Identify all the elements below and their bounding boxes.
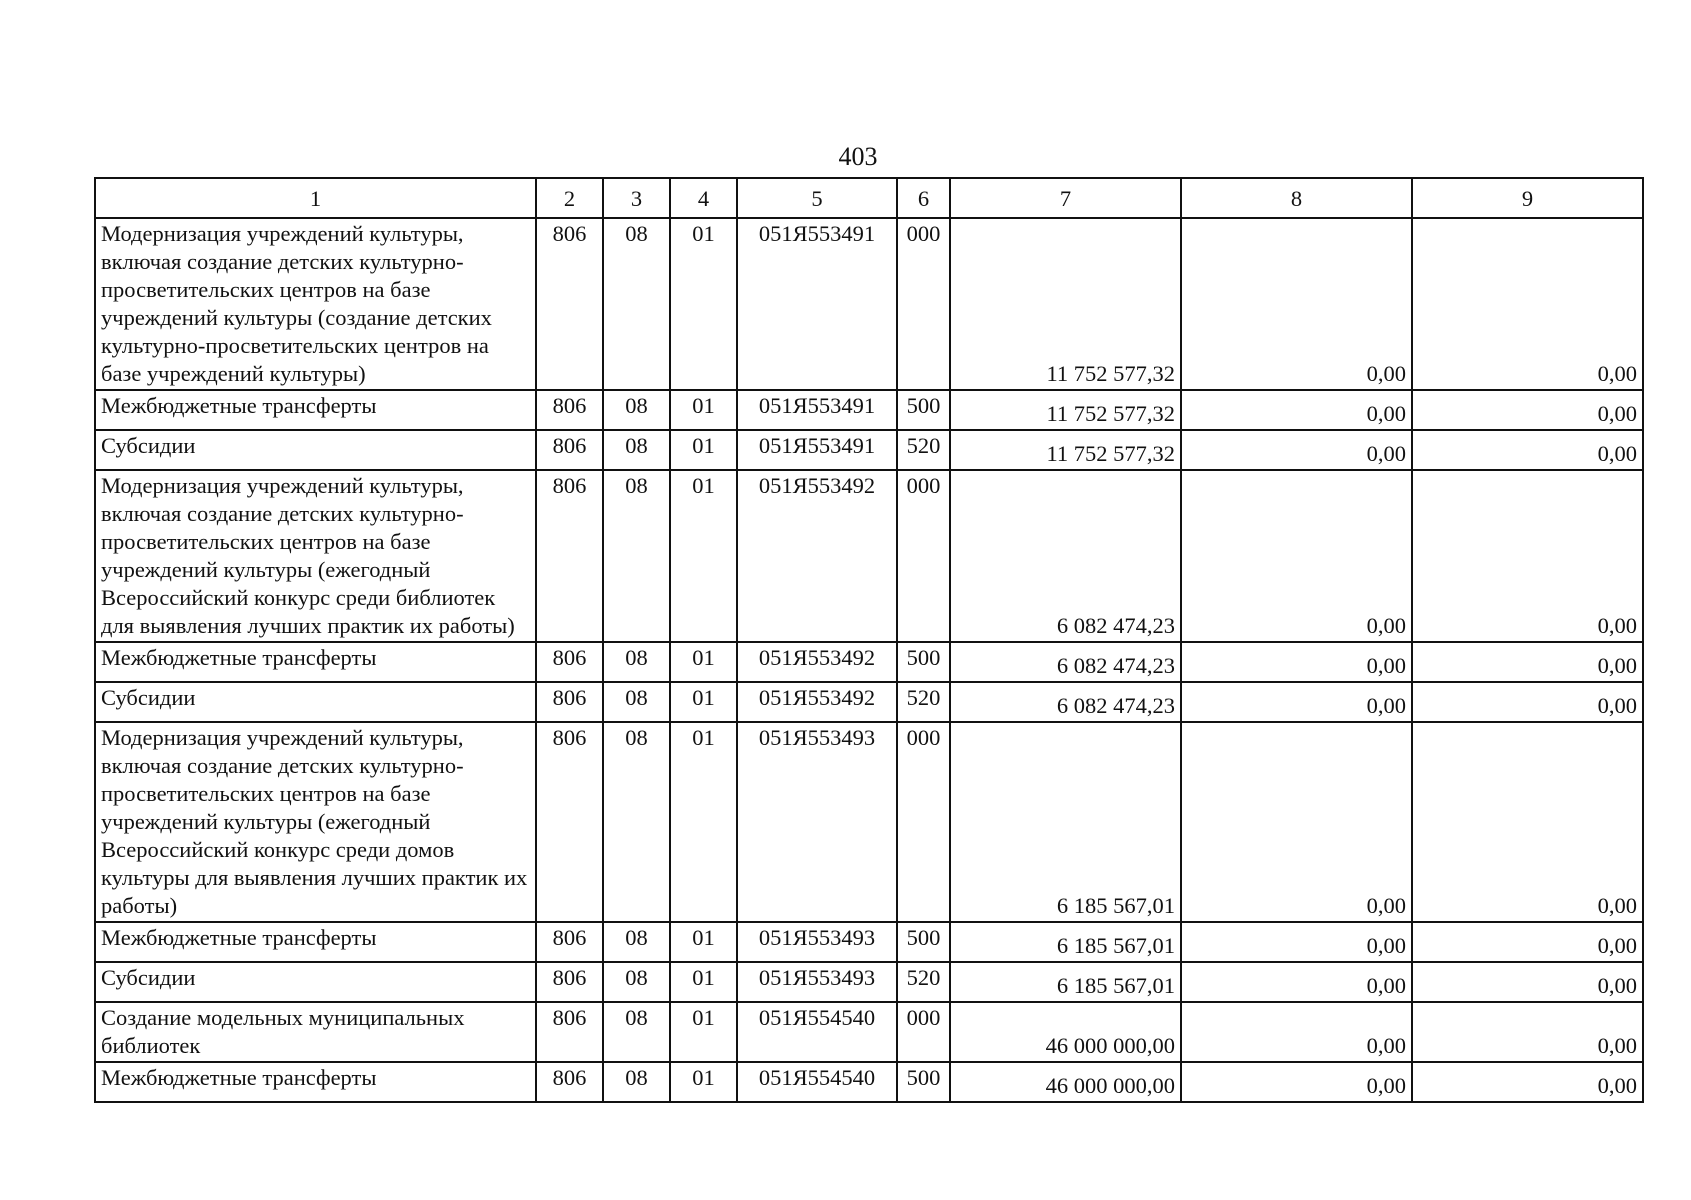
column-header-7: 7: [950, 178, 1181, 218]
table-row: [95, 430, 1643, 470]
row-amount-7: 46 000 000,00: [950, 1062, 1181, 1102]
row-code-6: 000: [897, 218, 950, 390]
row-code-2: 806: [536, 642, 603, 682]
row-amount-8: 0,00: [1181, 1002, 1412, 1062]
row-name: Субсидии: [95, 682, 536, 722]
row-code-5: 051Я553493: [737, 922, 897, 962]
row-code-4: 01: [670, 470, 737, 642]
row-amount-7: 6 185 567,01: [950, 922, 1181, 962]
row-code-4: 01: [670, 1062, 737, 1102]
row-code-2: 806: [536, 1062, 603, 1102]
table-row: [95, 682, 1643, 722]
row-amount-7: 46 000 000,00: [950, 1002, 1181, 1062]
row-amount-7: 6 082 474,23: [950, 682, 1181, 722]
row-amount-7: 11 752 577,32: [950, 430, 1181, 470]
row-amount-8: 0,00: [1181, 470, 1412, 642]
row-code-2: 806: [536, 962, 603, 1002]
row-amount-9: 0,00: [1412, 390, 1643, 430]
table-row: [95, 642, 1643, 682]
table-row: [95, 722, 1643, 922]
row-name: Модернизация учреждений культуры, включая создание детских культурно-просветительских центров на базе учреждений культуры (создание детских культурно-просветительских центров на базе учреждений культуры): [95, 218, 536, 390]
row-amount-9: 0,00: [1412, 1002, 1643, 1062]
row-code-5: 051Я553492: [737, 682, 897, 722]
row-amount-7: 6 082 474,23: [950, 470, 1181, 642]
row-amount-7: 11 752 577,32: [950, 390, 1181, 430]
row-name: Межбюджетные трансферты: [95, 390, 536, 430]
column-header-1: 1: [95, 178, 536, 218]
table-row: [95, 1002, 1643, 1062]
table-row: [95, 390, 1643, 430]
column-header-5: 5: [737, 178, 897, 218]
row-code-3: 08: [603, 1002, 670, 1062]
row-code-3: 08: [603, 470, 670, 642]
row-name: Субсидии: [95, 962, 536, 1002]
row-code-4: 01: [670, 430, 737, 470]
column-header-3: 3: [603, 178, 670, 218]
row-code-2: 806: [536, 430, 603, 470]
row-amount-7: 6 082 474,23: [950, 642, 1181, 682]
row-amount-8: 0,00: [1181, 682, 1412, 722]
row-code-6: 000: [897, 1002, 950, 1062]
header-row: [95, 178, 1643, 218]
row-code-2: 806: [536, 390, 603, 430]
row-amount-8: 0,00: [1181, 722, 1412, 922]
row-code-5: 051Я554540: [737, 1062, 897, 1102]
row-code-4: 01: [670, 682, 737, 722]
row-amount-8: 0,00: [1181, 430, 1412, 470]
row-amount-7: 11 752 577,32: [950, 218, 1181, 390]
row-amount-8: 0,00: [1181, 922, 1412, 962]
row-amount-8: 0,00: [1181, 962, 1412, 1002]
row-code-6: 000: [897, 470, 950, 642]
row-amount-9: 0,00: [1412, 430, 1643, 470]
row-code-3: 08: [603, 722, 670, 922]
row-code-3: 08: [603, 682, 670, 722]
column-header-9: 9: [1412, 178, 1643, 218]
row-amount-8: 0,00: [1181, 642, 1412, 682]
row-amount-8: 0,00: [1181, 390, 1412, 430]
row-code-3: 08: [603, 642, 670, 682]
row-code-3: 08: [603, 1062, 670, 1102]
row-amount-9: 0,00: [1412, 962, 1643, 1002]
row-code-2: 806: [536, 1002, 603, 1062]
table-row: [95, 922, 1643, 962]
row-code-2: 806: [536, 470, 603, 642]
row-amount-9: 0,00: [1412, 218, 1643, 390]
row-code-4: 01: [670, 390, 737, 430]
row-code-4: 01: [670, 962, 737, 1002]
row-name: Межбюджетные трансферты: [95, 922, 536, 962]
row-name: Межбюджетные трансферты: [95, 642, 536, 682]
row-code-5: 051Я553493: [737, 722, 897, 922]
row-name: Субсидии: [95, 430, 536, 470]
row-amount-9: 0,00: [1412, 922, 1643, 962]
row-code-5: 051Я553491: [737, 430, 897, 470]
row-code-5: 051Я553491: [737, 218, 897, 390]
column-header-8: 8: [1181, 178, 1412, 218]
row-code-4: 01: [670, 642, 737, 682]
row-name: Создание модельных муниципальных библиотек: [95, 1002, 536, 1062]
table-row: [95, 218, 1643, 390]
table-row: [95, 1062, 1643, 1102]
budget-table: [94, 177, 1644, 1103]
row-code-2: 806: [536, 722, 603, 922]
row-amount-9: 0,00: [1412, 722, 1643, 922]
column-header-4: 4: [670, 178, 737, 218]
row-code-4: 01: [670, 218, 737, 390]
row-code-3: 08: [603, 430, 670, 470]
row-code-6: 520: [897, 682, 950, 722]
row-code-5: 051Я553492: [737, 470, 897, 642]
row-code-6: 500: [897, 642, 950, 682]
row-code-6: 520: [897, 962, 950, 1002]
row-amount-8: 0,00: [1181, 218, 1412, 390]
row-code-3: 08: [603, 962, 670, 1002]
row-amount-9: 0,00: [1412, 1062, 1643, 1102]
column-header-2: 2: [536, 178, 603, 218]
row-code-2: 806: [536, 682, 603, 722]
row-code-6: 500: [897, 922, 950, 962]
row-code-3: 08: [603, 390, 670, 430]
table-row: [95, 962, 1643, 1002]
page-number: 403: [838, 142, 878, 171]
table-row: [95, 470, 1643, 642]
row-amount-9: 0,00: [1412, 470, 1643, 642]
row-code-6: 500: [897, 1062, 950, 1102]
row-code-5: 051Я553493: [737, 962, 897, 1002]
row-name: Модернизация учреждений культуры, включая создание детских культурно-просветительских центров на базе учреждений культуры (ежегодный Всероссийский конкурс среди библиотек для выявления лучших практик их работы): [95, 470, 536, 642]
row-code-4: 01: [670, 922, 737, 962]
row-code-6: 520: [897, 430, 950, 470]
row-code-3: 08: [603, 922, 670, 962]
row-code-5: 051Я553492: [737, 642, 897, 682]
row-code-6: 500: [897, 390, 950, 430]
row-code-4: 01: [670, 1002, 737, 1062]
row-code-3: 08: [603, 218, 670, 390]
row-code-2: 806: [536, 218, 603, 390]
row-code-2: 806: [536, 922, 603, 962]
row-amount-9: 0,00: [1412, 642, 1643, 682]
row-name: Модернизация учреждений культуры, включая создание детских культурно-просветительских центров на базе учреждений культуры (ежегодный Всероссийский конкурс среди домов культуры для выявления лучших практик их работы): [95, 722, 536, 922]
row-code-5: 051Я554540: [737, 1002, 897, 1062]
row-amount-9: 0,00: [1412, 682, 1643, 722]
row-code-4: 01: [670, 722, 737, 922]
row-amount-8: 0,00: [1181, 1062, 1412, 1102]
row-name: Межбюджетные трансферты: [95, 1062, 536, 1102]
row-amount-7: 6 185 567,01: [950, 962, 1181, 1002]
column-header-6: 6: [897, 178, 950, 218]
row-code-6: 000: [897, 722, 950, 922]
row-amount-7: 6 185 567,01: [950, 722, 1181, 922]
row-code-5: 051Я553491: [737, 390, 897, 430]
